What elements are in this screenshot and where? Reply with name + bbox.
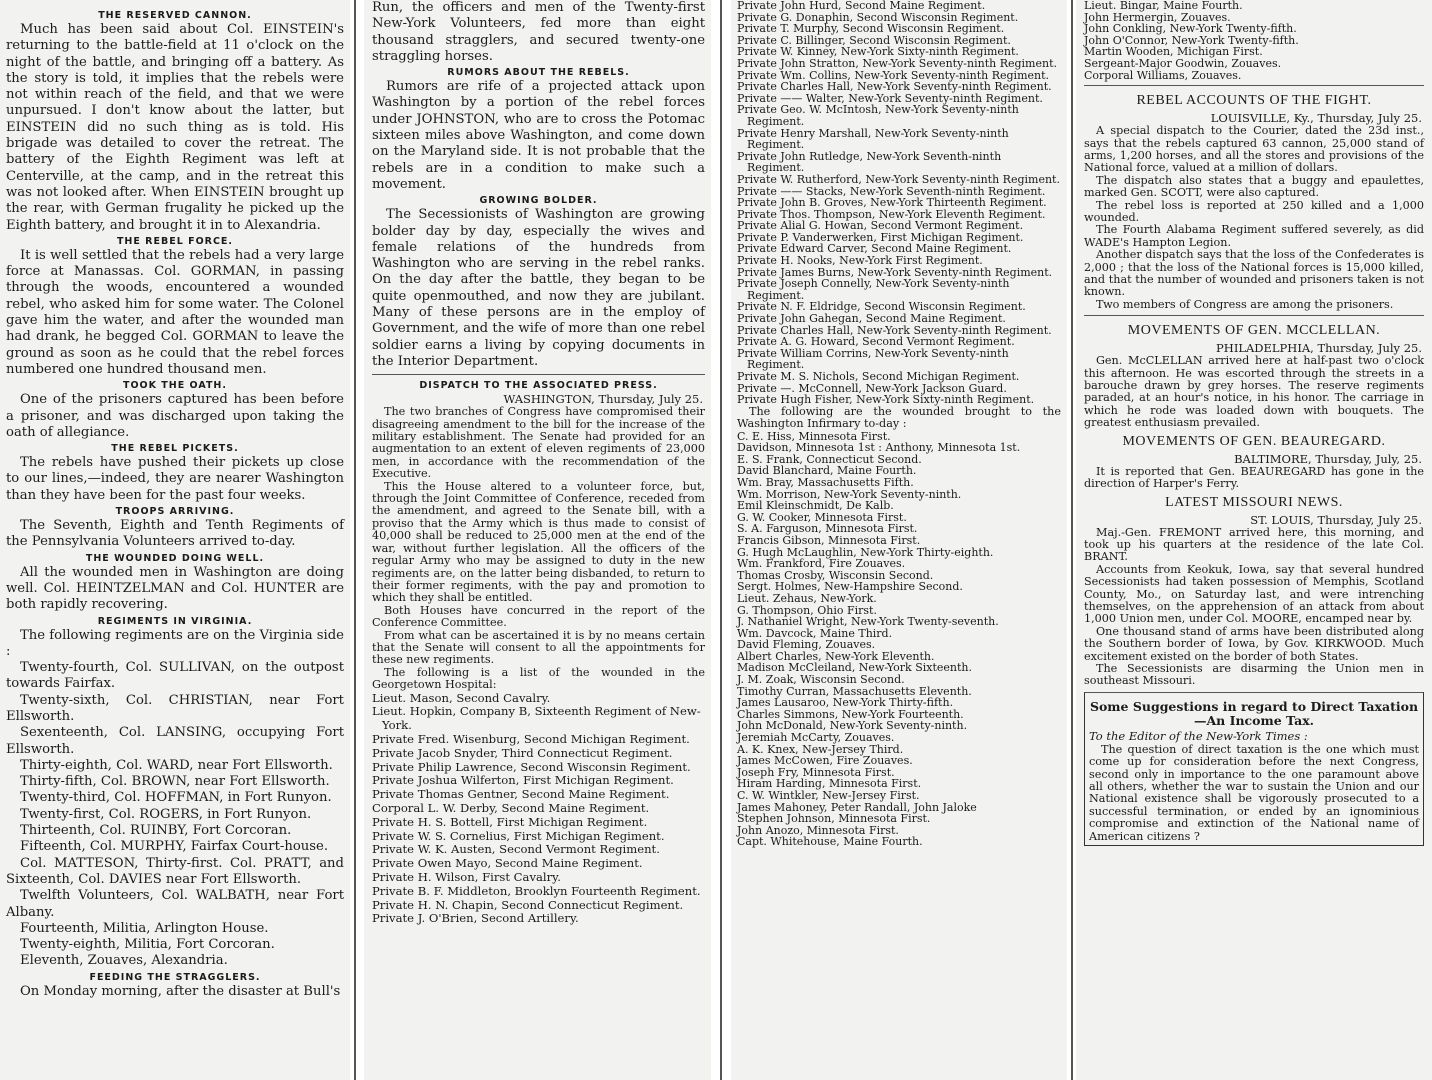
list-item: John Hermergin, Zouaves. [1084, 10, 1231, 24]
list-item: Private Alial G. Howan, Second Vermont Regiment. [737, 219, 1024, 233]
list-item: Private John Gahegan, Second Maine Regiment. [737, 312, 1006, 326]
paragraph: One thousand stand of arms have been distributed along the Southern border of Iowa, by Gov. KIRKWOOD. Much excitement existed on the border of both States. [1084, 624, 1424, 663]
list-item: Private C. Billinger, Second Wisconsin Regiment. [737, 33, 1011, 47]
section-heading: DISPATCH TO THE ASSOCIATED PRESS. [419, 380, 658, 392]
list-item: Corporal Williams, Zouaves. [1084, 68, 1242, 82]
list-item: Private H. Nooks, New-York First Regiment. [737, 254, 983, 268]
list-item: Private John Stratton, New-York Seventy-ninth Regiment. [737, 56, 1057, 70]
list-item: C. W. Wintkler, New-Jersey First. [737, 789, 920, 802]
list-item: Private William Corrins, New-York Seventy-ninth Regiment. [737, 346, 1009, 372]
list-item: Private T. Murphy, Second Wisconsin Regiment. [737, 22, 1005, 36]
list-item: E. S. Frank, Connecticut Second. [737, 452, 922, 466]
paragraph: A special dispatch to the Courier, dated the 23d inst., says that the rebels captured 63 cannon, 25,000 stand of arms, 1,200 horses, and all the stores and provisions of the National force, valued at a million of dollars. [1084, 124, 1424, 175]
regiment-line: Twelfth Volunteers, Col. WALBATH, near Fort Albany. [6, 888, 344, 920]
list-item: Private Joshua Wilferton, First Michigan Regiment. [372, 773, 674, 788]
list-item: Private John B. Groves, New-York Thirteenth Regiment. [737, 196, 1047, 210]
section-heading: THE RESERVED CANNON. [98, 10, 252, 21]
list-item: Private Edward Carver, Second Maine Regiment. [737, 242, 1012, 256]
paragraph: Two members of Congress are among the prisoners. [1096, 297, 1394, 311]
list-item: Private Fred. Wisenburg, Second Michigan Regiment. [372, 731, 690, 746]
article-associated-press-dispatch [372, 374, 705, 926]
list-item: Private Thomas Gentner, Second Maine Regiment. [372, 787, 670, 802]
list-item: Private W. K. Austen, Second Vermont Regiment. [372, 842, 660, 857]
column-rule [720, 0, 722, 1080]
article-wounded-doing-well [6, 553, 344, 614]
paragraph: The Secessionists of Washington are growing bolder day by day, especially the wives and female relations of the hundreds from Washington who are serving in the rebel ranks. On the day after the battle, they began to be quite openmouthed, and now they are jubilant. Many of these persons are in the employ of Government, and the wife of more than one rebel soldier earns a living by copying documents in the Interior Department. [372, 207, 705, 369]
list-item: Private G. Donaphin, Second Wisconsin Regiment. [737, 10, 1019, 24]
list-item: Corporal L. W. Derby, Second Maine Regiment. [372, 800, 650, 815]
list-item: Martin Wooden, Michigan First. [1084, 45, 1263, 59]
paragraph: It is reported that Gen. BEAUREGARD has gone in the direction of Harper's Ferry. [1084, 464, 1424, 491]
list-item: Albert Charles, New-York Eleventh. [737, 649, 935, 663]
paragraph: One of the prisoners captured has been before a prisoner, and was discharged upon taking the oath of allegiance. [6, 392, 344, 440]
regiment-line: Twenty-third, Col. HOFFMAN, in Fort Runyon. [20, 790, 332, 806]
list-item: Lieut. Mason, Second Cavalry. [372, 690, 551, 705]
paragraph: The Secessionists are disarming the Union men in southeast Missouri. [1084, 661, 1424, 688]
list-item: Lieut. Zehaus, New-York. [737, 591, 877, 605]
article-feeding-stragglers [6, 972, 344, 1000]
list-item: Private H. Wilson, First Cavalry. [372, 869, 561, 884]
list-item: Private —— Stacks, New-York Seventh-ninth Regiment. [737, 184, 1046, 198]
section-heading: REBEL ACCOUNTS OF THE FIGHT. [1136, 93, 1372, 109]
wounded-list-georgetown [372, 692, 705, 927]
list-item: G. Hugh McLaughlin, New-York Thirty-eighth. [737, 545, 994, 559]
list-item: Private M. S. Nichols, Second Michigan Regiment. [737, 370, 1020, 383]
section-heading: MOVEMENTS OF GEN. BEAUREGARD. [1122, 433, 1386, 449]
list-item: James Lausaroo, New-York Thirty-fifth. [737, 696, 954, 710]
wounded-list-privates [737, 0, 1061, 406]
section-heading: THE REBEL FORCE. [116, 235, 234, 247]
list-item: Private H. N. Chapin, Second Connecticut Regiment. [372, 897, 684, 912]
list-item: Private Owen Mayo, Second Maine Regiment. [372, 856, 643, 871]
list-item: Francis Gibson, Minnesota First. [737, 533, 921, 547]
section-heading: THE REBEL PICKETS. [111, 443, 239, 455]
paragraph: The dispatch also states that a buggy and epaulettes, marked Gen. SCOTT, were also captured. [1084, 173, 1424, 200]
paragraph: The following regiments are on the Virginia side : [6, 627, 344, 659]
list-item: Private N. F. Eldridge, Second Wisconsin Regiment. [737, 300, 1026, 314]
list-item: J. Nathaniel Wright, New-York Twenty-seventh. [737, 615, 999, 629]
article-beauregard [1084, 434, 1424, 491]
list-item: Private W. S. Cornelius, First Michigan Regiment. [372, 828, 665, 843]
paragraph: Gen. McCLELLAN arrived here at half-past two o'clock this afternoon. He was escorted through the streets in a barouche drawn by grey horses. The reserve regiments paraded, at an hour's notice, in his honor. The carriage in which he rode was loaded down with bouquets. The greatest enthusiasm prevailed. [1084, 354, 1424, 430]
list-item: David Blanchard, Maine Fourth. [737, 464, 917, 478]
salutation: To the Editor of the New-York Times : [1089, 728, 1308, 743]
section-heading: RUMORS ABOUT THE REBELS. [447, 67, 630, 79]
list-item: Private Henry Marshall, New-York Seventy-ninth Regiment. [737, 126, 1009, 152]
list-item: Lieut. Hopkin, Company B, Sixteenth Regiment of New-York. [372, 704, 701, 733]
list-item: Private John Rutledge, New-York Seventh-ninth Regiment. [737, 149, 1002, 175]
paragraph: Rumors are rife of a projected attack upon Washington by a portion of the rebel forces under JOHNSTON, who are to cross the Potomac sixteen miles above Washington, and come down on the Maryland side. It is not probable that the rebels are in a condition to make such a movement. [372, 79, 705, 192]
regiment-line: Thirty-eighth, Col. WARD, near Fort Ellsworth. [20, 757, 333, 773]
dateline: BALTIMORE, Thursday, July, 25. [1234, 451, 1422, 466]
paragraph: From what can be ascertained it is by no means certain that the Senate will consent to all the appointments for these new regiments. [372, 628, 705, 667]
list-item: James Mahoney, Peter Randall, John Jaloke [737, 800, 977, 814]
list-item: Wm. Morrison, New-York Seventy-ninth. [737, 487, 962, 501]
paragraph: This the House altered to a volunteer force, but, through the Joint Committee of Conference, receded from the amendment, and agreed to the Senate bill, with a proviso that the Army which is thus made to consist of 40,000 shall be reduced to 25,000 men at the end of the war, without further legislation. All the officers of the regular Army who may be assigned to duty in the new regiments are, on the latter being disbanded, to return to their former regiments, with the pay and promotion to which they shall be entitled. [372, 479, 705, 605]
section-heading: TOOK THE OATH. [122, 380, 227, 392]
list-item: Timothy Curran, Massachusetts Eleventh. [737, 684, 972, 698]
list-item: David Fleming, Zouaves. [737, 638, 876, 652]
section-heading: MOVEMENTS OF GEN. MCCLELLAN. [1127, 323, 1381, 339]
article-rebel-accounts [1084, 85, 1424, 311]
regiment-line: Fifteenth, Col. MURPHY, Fairfax Court-house. [20, 839, 329, 855]
section-heading: GROWING BOLDER. [479, 195, 598, 207]
column-1 [0, 0, 350, 1080]
section-heading: REGIMENTS IN VIRGINIA. [97, 615, 253, 627]
list-item: James McCowen, Fire Zouaves. [737, 754, 913, 768]
list-item: Private John Hurd, Second Maine Regiment. [737, 0, 986, 12]
list-item: Capt. Whitehouse, Maine Fourth. [737, 835, 923, 849]
list-item: John O'Connor, New-York Twenty-fifth. [1084, 33, 1299, 47]
list-item: John Anozo, Minnesota First. [737, 823, 899, 837]
list-item: Wm. Frankford, Fire Zouaves. [737, 557, 906, 571]
list-item: Joseph Fry, Minnesota First. [737, 765, 895, 779]
article-growing-bolder [372, 195, 705, 370]
list-item: Private P. Vanderwerken, First Michigan Regiment. [737, 230, 1024, 244]
list-item: Private Joseph Connelly, New-York Seventy-ninth Regiment. [737, 277, 1010, 302]
list-item: Madison McCleiland, New-York Sixteenth. [737, 661, 973, 675]
paragraph: The Seventh, Eighth and Tenth Regiments of the Pennsylvania Volunteers arrived to-day. [6, 518, 344, 550]
section-heading: FEEDING THE STRAGGLERS. [89, 971, 261, 983]
paragraph: Run, the officers and men of the Twenty-first New-York Volunteers, fed more than eight thousand stragglers, and secured twenty-one straggling horses. [372, 0, 705, 64]
paragraph: The Fourth Alabama Regiment suffered severely, as did WADE's Hampton Legion. [1084, 223, 1424, 249]
paragraph: The question of direct taxation is the one which must come up for consideration before the next Congress, second only in importance to the one paramount above all others, whether the war to sustain the Union and our National existence shall be vigorously prosecuted to a successful termination, or ended by an ignominious compromise and extinction of the National name of American citizens ? [1089, 742, 1419, 843]
article-title: Some Suggestions in regard to Direct Taxation—An Income Tax. [1089, 698, 1419, 728]
dateline: LOUISVILLE, Ky., Thursday, July 25. [1210, 111, 1422, 126]
list-item: Sergeant-Major Goodwin, Zouaves. [1084, 56, 1282, 70]
list-item: C. E. Hiss, Minnesota First. [737, 429, 891, 443]
article-rebel-pickets [6, 443, 344, 504]
article-mcclellan [1084, 315, 1424, 429]
paragraph: On Monday morning, after the disaster at Bull's [20, 983, 341, 999]
column-3 [731, 0, 1067, 1080]
list-item: Wm. Davcock, Maine Third. [737, 626, 893, 640]
list-item: Private Geo. W. McIntosh, New-York Seventy-ninth Regiment. [737, 103, 1019, 128]
paragraph: All the wounded men in Washington are doing well. Col. HEINTZELMAN and Col. HUNTER are both rapidly recovering. [6, 564, 344, 613]
list-item: Private —— Walter, New-York Seventy-ninth Regiment. [737, 91, 1043, 105]
section-heading: THE WOUNDED DOING WELL. [85, 552, 265, 564]
paragraph: Both Houses have concurred in the report of the Conference Committee. [372, 603, 705, 630]
section-heading: LATEST MISSOURI NEWS. [1165, 494, 1343, 510]
list-item: Private H. S. Bottell, First Michigan Regiment. [372, 814, 648, 829]
list-item: Stephen Johnson, Minnesota First. [737, 812, 931, 826]
list-item: Charles Simmons, New-York Fourteenth. [737, 707, 964, 721]
list-item: G. Thompson, Ohio First. [737, 603, 877, 617]
paragraph: The two branches of Congress have compromised their disagreeing amendment to the bill for the increase of the military establishment. The Senate had provided for an augmentation to an extent of eleven regiments of 23,000 men, in accordance with the recommendation of the Executive. [372, 405, 705, 481]
list-item: Wm. Bray, Massachusetts Fifth. [737, 475, 914, 489]
column-rule [354, 0, 356, 1080]
regiment-line: Twenty-sixth, Col. CHRISTIAN, near Fort Ellsworth. [6, 692, 344, 724]
regiment-line: Thirty-fifth, Col. BROWN, near Fort Ellsworth. [20, 774, 330, 790]
list-item: Private Charles Hall, New-York Seventy-ninth Regiment. [737, 323, 1052, 337]
article-troops-arriving [6, 506, 344, 551]
wounded-list-continued [1084, 0, 1424, 81]
article-feeding-stragglers-continued [372, 0, 705, 65]
article-rebel-force [6, 236, 344, 378]
list-item: Private B. F. Middleton, Brooklyn Fourteenth Regiment. [372, 883, 701, 898]
list-item: Private —. McConnell, New-York Jackson Guard. [737, 381, 1007, 395]
list-item: Private Thos. Thompson, New-York Eleventh Regiment. [737, 207, 1046, 221]
list-item: S. A. Farguson, Minnesota First. [737, 522, 918, 536]
list-item: Private Jacob Snyder, Third Connecticut Regiment. [372, 745, 673, 760]
dateline: PHILADELPHIA, Thursday, July 25. [1216, 341, 1422, 356]
regiment-line: Twenty-eighth, Militia, Fort Corcoran. [20, 937, 275, 953]
regiment-line: Twenty-fourth, Col. SULLIVAN, on the outpost towards Fairfax. [6, 660, 344, 692]
regiment-line: Twenty-first, Col. ROGERS, in Fort Runyon. [20, 806, 312, 822]
list-item: Private W. Rutherford, New-York Seventy-ninth Regiment. [737, 172, 1060, 186]
article-regiments-in-virginia [6, 616, 344, 970]
list-item: Emil Kleinschmidt, De Kalb. [737, 499, 894, 513]
list-item: Private W. Kinney, New-York Sixty-ninth Regiment. [737, 45, 1019, 59]
article-reserved-cannon [6, 10, 344, 234]
list-item: Private Philip Lawrence, Second Wisconsin Regiment. [372, 759, 691, 774]
list-item: Private Wm. Collins, New-York Seventy-ninth Regiment. [737, 68, 1050, 82]
list-item: Private Charles Hall, New-York Seventy-ninth Regiment. [737, 80, 1052, 94]
paragraph: Much has been said about Col. EINSTEIN's returning to the battle-field at 11 o'clock on the night of the battle, and bringing off a battery. As the story is told, it implies that the rebels were not within reach of the field, and that we were unpursued. I don't know about the latter, but EINSTEIN did no such thing as is told. His brigade was detailed to cover the retreat. The battery of the Eighth Regiment was left at Centerville, at the camp, and in the retreat this was not looked after. When EINSTEIN brought up the rear, with German frugality he picked up the Eighth battery, and brought it in to Alexandria. [6, 22, 344, 233]
list-item: John McDonald, New-York Seventy-ninth. [737, 719, 968, 733]
list-item: Jeremiah McCarty, Zouaves. [737, 731, 895, 745]
list-item: Private J. O'Brien, Second Artillery. [372, 911, 579, 926]
dateline: ST. LOUIS, Thursday, July 25. [1250, 512, 1422, 527]
infirmary-intro: The following are the wounded brought to the Washington Infirmary to-day : [737, 404, 1061, 431]
list-item: Private James Burns, New-York Seventy-ninth Regiment. [737, 265, 1053, 279]
list-item: Thomas Crosby, Wisconsin Second. [737, 568, 934, 582]
paragraph: It is well settled that the rebels had a very large force at Manassas. Col. GORMAN, in passing through the woods, encountered a wounded rebel, who asked him for some water. The Colonel gave him the water, and after the wounded man had drank, he begged Col. GORMAN to leave the ground as soon as he could that the rebel forces numbered one hundred thousand men. [6, 247, 344, 377]
column-rule [1071, 0, 1073, 1080]
list-item: Sergt. Holmes, New-Hampshire Second. [737, 580, 963, 594]
list-item: Hiram Harding, Minnesota First. [737, 777, 922, 791]
article-direct-taxation [1084, 692, 1424, 846]
regiment-line: Eleventh, Zouaves, Alexandria. [20, 953, 228, 969]
list-item: A. K. Knex, New-Jersey Third. [737, 742, 904, 756]
wounded-list-infirmary [737, 431, 1061, 848]
paragraph: Accounts from Keokuk, Iowa, say that several hundred Secessionists had taken possession of Memphis, Scotland County, Mo., on Saturday last, and were intrenching themselves, on the apprehension of an attack from about 1,000 Union men, under Col. MOORE, encamped near by. [1084, 562, 1424, 626]
list-item: John Conkling, New-York Twenty-fifth. [1084, 22, 1297, 36]
list-item: Private A. G. Howard, Second Vermont Regiment. [737, 335, 1015, 349]
list-item: Private Hugh Fisher, New-York Sixty-ninth Regiment. [737, 393, 1035, 407]
list-item: G. W. Cooker, Minnesota First. [737, 510, 907, 524]
paragraph: The rebel loss is reported at 250 killed and a 1,000 wounded. [1084, 198, 1424, 224]
regiment-line: Fourteenth, Militia, Arlington House. [20, 920, 269, 936]
paragraph: Another dispatch says that the loss of the Confederates is 2,000 ; that the loss of the National forces is 15,000 killed, and that the number of wounded and prisoners taken is not known. [1084, 248, 1424, 299]
paragraph: Maj.-Gen. FREMONT arrived here, this morning, and took up his quarters at the residence of the late Col. BRANT. [1084, 525, 1424, 564]
column-2 [364, 0, 711, 1080]
paragraph: The rebels have pushed their pickets up close to our lines,—indeed, they are nearer Washington than they have been for the past four weeks. [6, 455, 344, 503]
article-missouri-news [1084, 495, 1424, 688]
section-heading: TROOPS ARRIVING. [115, 506, 235, 518]
article-rumors-about-rebels [372, 67, 705, 193]
list-item: Davidson, Minnesota 1st : Anthony, Minnesota 1st. [737, 441, 1021, 455]
regiment-line: Col. MATTESON, Thirty-first. Col. PRATT, and Sixteenth, Col. DAVIES near Fort Ellsworth. [6, 855, 344, 887]
list-item: Lieut. Bingar, Maine Fourth. [1084, 0, 1243, 12]
regiment-line: Thirteenth, Col. RUINBY, Fort Corcoran. [20, 823, 292, 839]
list-item: J. M. Zoak, Wisconsin Second. [737, 673, 905, 687]
paragraph: The following is a list of the wounded in the Georgetown Hospital: [372, 665, 705, 692]
dateline: WASHINGTON, Thursday, July 25. [503, 392, 703, 407]
article-took-the-oath [6, 380, 344, 441]
column-4 [1076, 0, 1432, 1080]
regiment-line: Sexenteenth, Col. LANSING, occupying Fort Ellsworth. [6, 725, 344, 757]
